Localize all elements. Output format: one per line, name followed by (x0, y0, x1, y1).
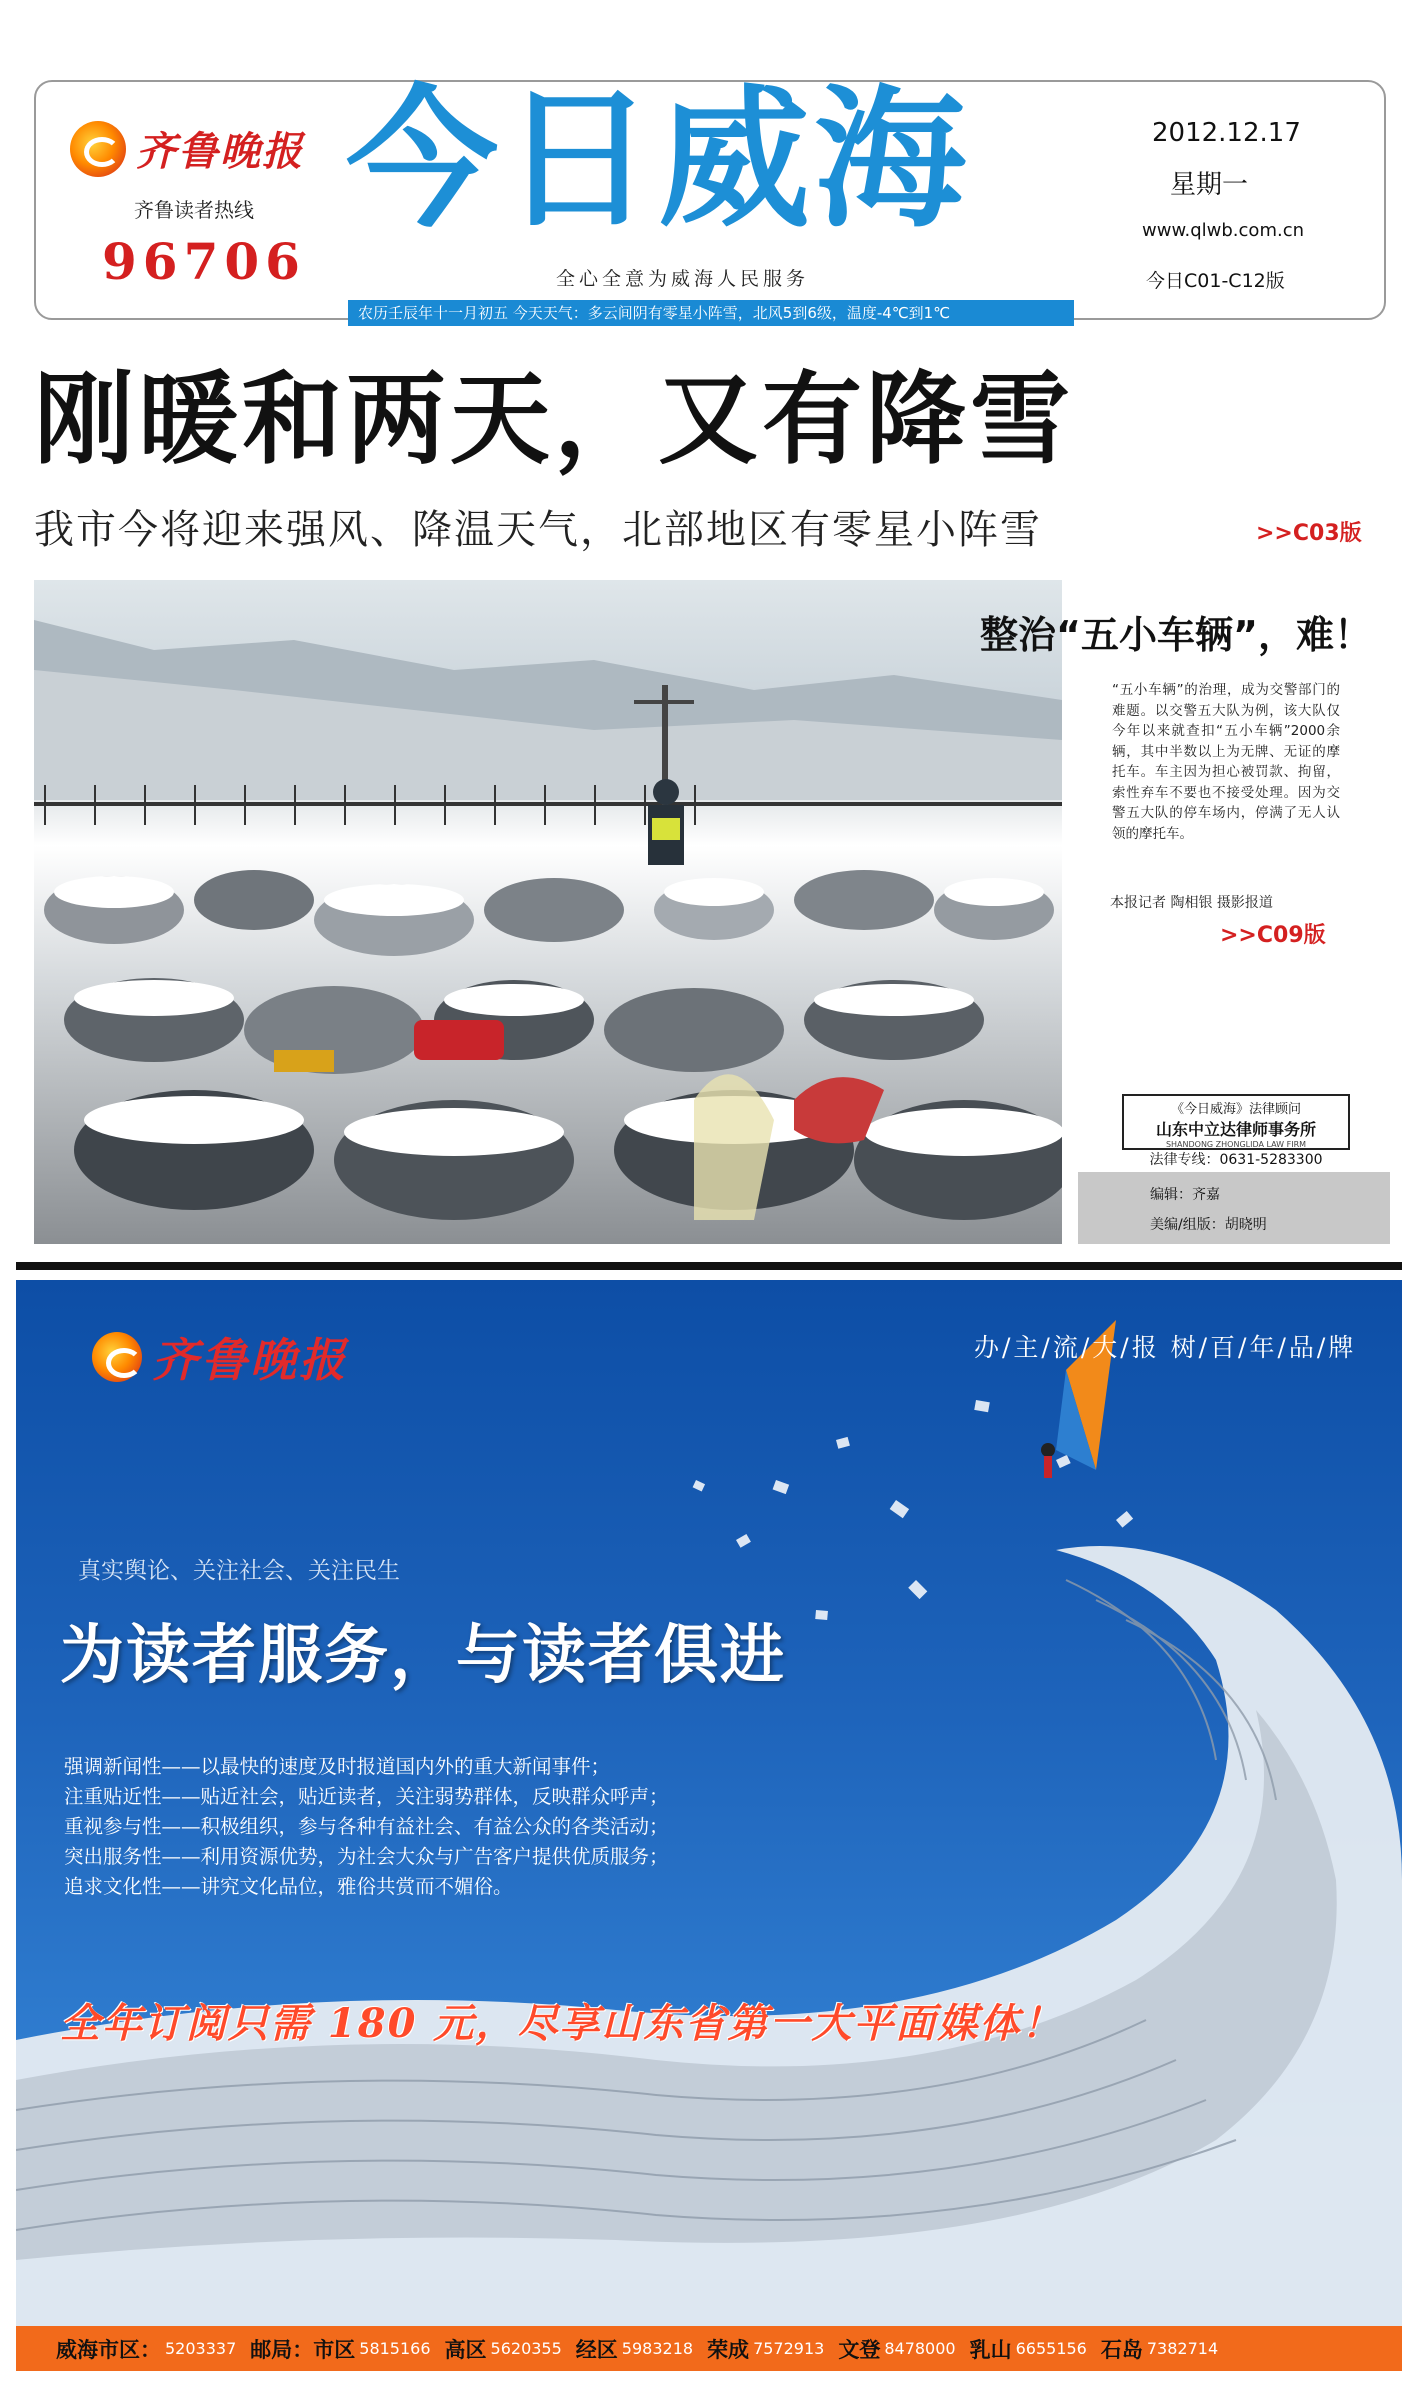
ad-logo[interactable] (92, 1324, 348, 1390)
lawfirm-phone: 法律专线：0631-5283300 (1149, 1152, 1323, 1168)
contact-label: 文登 (838, 2337, 881, 2362)
slogan: 全心全意为威海人民服务 (556, 268, 810, 290)
headline[interactable]: 刚暖和两天，又有降雪 (34, 361, 1074, 478)
contact-label: 经区 (575, 2337, 618, 2362)
story-body: “五小车辆”的治理，成为交警部门的难题。以交警五大队为例，该大队仅今年以来就查扣“五小车辆”2000余辆，其中半数以上为无牌、无证的摩托车。车主因为担心被罚款、拘留，索性弃车不要也不接受处理。因为交警五大队的停车场内，停满了无人认领的摩托车。 (1112, 682, 1340, 842)
paper-title: 今日威海 (346, 71, 970, 248)
contact-number[interactable]: 8478000 (884, 2339, 956, 2358)
brand-logo-icon (70, 121, 126, 177)
issue-date: 2012.12.17 (1152, 118, 1301, 148)
hotline-number: 96706 (102, 232, 306, 291)
subheadline: 我市今将迎来强风、降温天气，北部地区有零星小阵雪 (34, 507, 1042, 553)
issue-weekday: 星期一 (1170, 170, 1249, 200)
contact-number[interactable]: 7382714 (1146, 2339, 1219, 2358)
ad-point: 追求文化性——讲究文化品位，雅俗共赏而不媚俗。 (64, 1875, 513, 1898)
contact-number[interactable]: 5815166 (359, 2339, 431, 2358)
ad-point: 重视参与性——积极组织，参与各种有益社会、有益公众的各类活动； (64, 1815, 669, 1838)
designer-credit: 美编/组版：胡晓明 (1150, 1217, 1267, 1233)
website-link[interactable]: www.qlwb.com.cn (1142, 220, 1304, 241)
editor-credit: 编辑：齐嘉 (1150, 1187, 1220, 1203)
ad-point: 强调新闻性——以最快的速度及时报道国内外的重大新闻事件； (64, 1755, 611, 1778)
contact-number[interactable]: 7572913 (753, 2339, 825, 2358)
snow-motorcycles-photo[interactable] (34, 580, 1062, 1244)
newspaper-ad[interactable] (16, 1280, 1402, 2371)
lawfirm-ad[interactable] (1122, 1094, 1350, 1168)
story-title[interactable]: 整治“五小车辆”，难！ (980, 613, 1372, 657)
contact-label: 高区 (444, 2337, 487, 2362)
contact-label: 荣成 (707, 2337, 750, 2362)
story-page-ref[interactable]: >>C09版 (1220, 923, 1326, 948)
ad-points-list (64, 1752, 669, 1902)
contact-label: 乳山 (969, 2337, 1012, 2362)
ad-point: 注重贴近性——贴近社会，贴近读者，关注弱势群体，反映群众呼声； (64, 1785, 669, 1808)
photo-illustration (34, 580, 1062, 1244)
contact-label: 威海市区： (56, 2337, 161, 2362)
story-credit: 本报记者 陶相银 摄影报道 (1110, 895, 1273, 911)
contact-label: 邮局：市区 (250, 2337, 356, 2362)
weather-bar: 农历壬辰年十一月初五 今天天气：多云间阴有零星小阵雪，北风5到6级，温度-4℃到1℃ (348, 300, 1074, 326)
brand-name: 齐鲁晚报 (136, 128, 304, 175)
lawfirm-english-name: SHANDONG ZHONGLIDA LAW FIRM (1165, 1140, 1307, 1149)
contact-bar (16, 2326, 1402, 2371)
ad-tagline: 真实舆论、关注社会、关注民生 (78, 1558, 400, 1584)
ad-headline: 为读者服务，与读者俱进 (60, 1618, 786, 1693)
ad-point: 突出服务性——利用资源优势，为社会大众与广告客户提供优质服务； (64, 1845, 669, 1868)
lawfirm-role: 《今日威海》法律顾问 (1170, 1102, 1301, 1117)
hotline-label: 齐鲁读者热线 (134, 198, 254, 222)
edition-range: 今日C01-C12版 (1146, 270, 1285, 292)
section-divider (16, 1262, 1402, 1270)
contact-number[interactable]: 5983218 (621, 2339, 694, 2358)
contact-label: 石岛 (1100, 2337, 1143, 2362)
ad-subscription-offer[interactable]: 全年订阅只需 180 元，尽享山东省第一大平面媒体！ (60, 2000, 1064, 2047)
contact-number[interactable]: 5620355 (490, 2339, 562, 2358)
brand-logo[interactable] (70, 120, 304, 177)
masthead (34, 71, 1386, 322)
contact-number[interactable]: 5203337 (165, 2339, 237, 2358)
ad-motto: 办/主/流/大/报 树/百/年/品/牌 (974, 1333, 1357, 1362)
ad-logo-icon (92, 1332, 142, 1382)
ad-brand-name: 齐鲁晚报 (152, 1333, 348, 1387)
lawfirm-name: 山东中立达律师事务所 (1155, 1120, 1316, 1139)
contact-number[interactable]: 6655156 (1015, 2339, 1087, 2358)
headline-page-ref[interactable]: >>C03版 (1256, 521, 1362, 546)
